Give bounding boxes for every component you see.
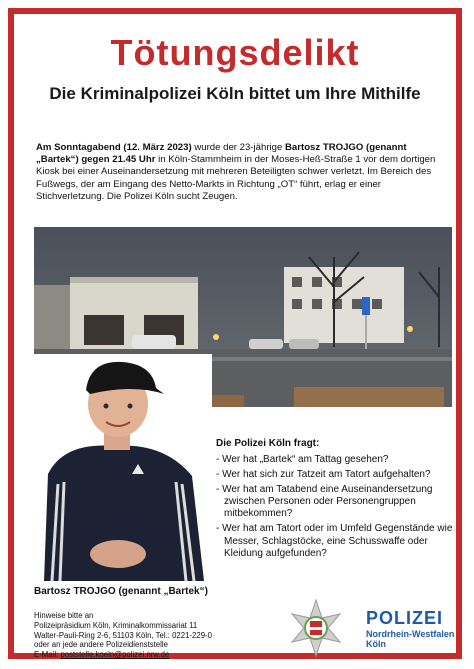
hints-line: Polizeipräsidium Köln, Kriminalkommissariat 11 xyxy=(34,620,198,630)
police-city: Köln xyxy=(366,639,386,649)
intro-paragraph xyxy=(36,142,446,203)
hints-line: oder an jede andere Polizeidienststelle xyxy=(34,640,168,650)
question-item: - Wer hat sich zur Tatzeit am Tatort aufgehalten? xyxy=(216,469,431,481)
hints-line: Hinweise bitte an xyxy=(34,611,94,620)
intro-text-1: wurde der 23-jährige xyxy=(191,142,285,153)
contact-hints xyxy=(34,611,274,660)
question-item: - Wer hat „Bartek“ am Tattag gesehen? xyxy=(216,454,389,466)
intro-text-2: in Köln-Stammheim in der Moses-Heß-Straße 1 vor dem dortigen Kiosk bei einer Auseinandersetzung mit mehreren Beteiligten schwer verletzt. Im Bereich des Fußwegs, der am Eingang des Netto-Markts in Richtung „OT“ führt, erlag er einer Stichverletzung. Die Polizei Köln sucht Zeugen. xyxy=(36,154,436,202)
wanted-poster xyxy=(8,8,462,659)
police-star-icon xyxy=(286,598,360,658)
questions-list xyxy=(216,454,456,560)
question-item: - Wer hat am Tatort oder im Umfeld Gegenstände wie Messer, Schlagstöcke, eine Schusswaffe oder Kleidung aufgefunden? xyxy=(216,523,453,559)
police-name: POLIZEI xyxy=(366,608,444,628)
police-logo xyxy=(286,598,462,658)
intro-victim: Bartosz TROJGO (genannt „Bartek“) gegen 21.45 Uhr xyxy=(36,142,407,166)
poster-subtitle: Die Kriminalpolizei Köln bittet um Ihre Mithilfe xyxy=(49,84,421,103)
victim-portrait-image xyxy=(34,354,212,581)
question-item: - Wer hat am Tatabend eine Auseinandersetzung zwischen Personen oder Personengruppen mitbekommen? xyxy=(216,483,433,520)
police-logo-text xyxy=(366,608,454,649)
hints-line: Walter-Pauli-Ring 2-6, 51103 Köln, Tel.: 0221-229-0 xyxy=(34,630,212,640)
intro-date: Am Sonntagabend (12. März 2023) xyxy=(36,142,192,153)
email-prefix: E-Mail: xyxy=(34,650,61,660)
portrait-caption: Bartosz TROJGO (genannt „Bartek“) xyxy=(34,586,208,597)
poster-title: Tötungsdelikt xyxy=(110,32,360,73)
victim-portrait-photo xyxy=(34,354,212,581)
email-link[interactable]: poststelle.koeln@polizei.nrw.de xyxy=(60,650,170,660)
hints-email-line xyxy=(34,650,274,660)
police-region: Nordrhein-Westfalen xyxy=(366,629,455,639)
questions-heading: Die Polizei Köln fragt: xyxy=(216,438,320,449)
questions-section xyxy=(216,438,456,563)
